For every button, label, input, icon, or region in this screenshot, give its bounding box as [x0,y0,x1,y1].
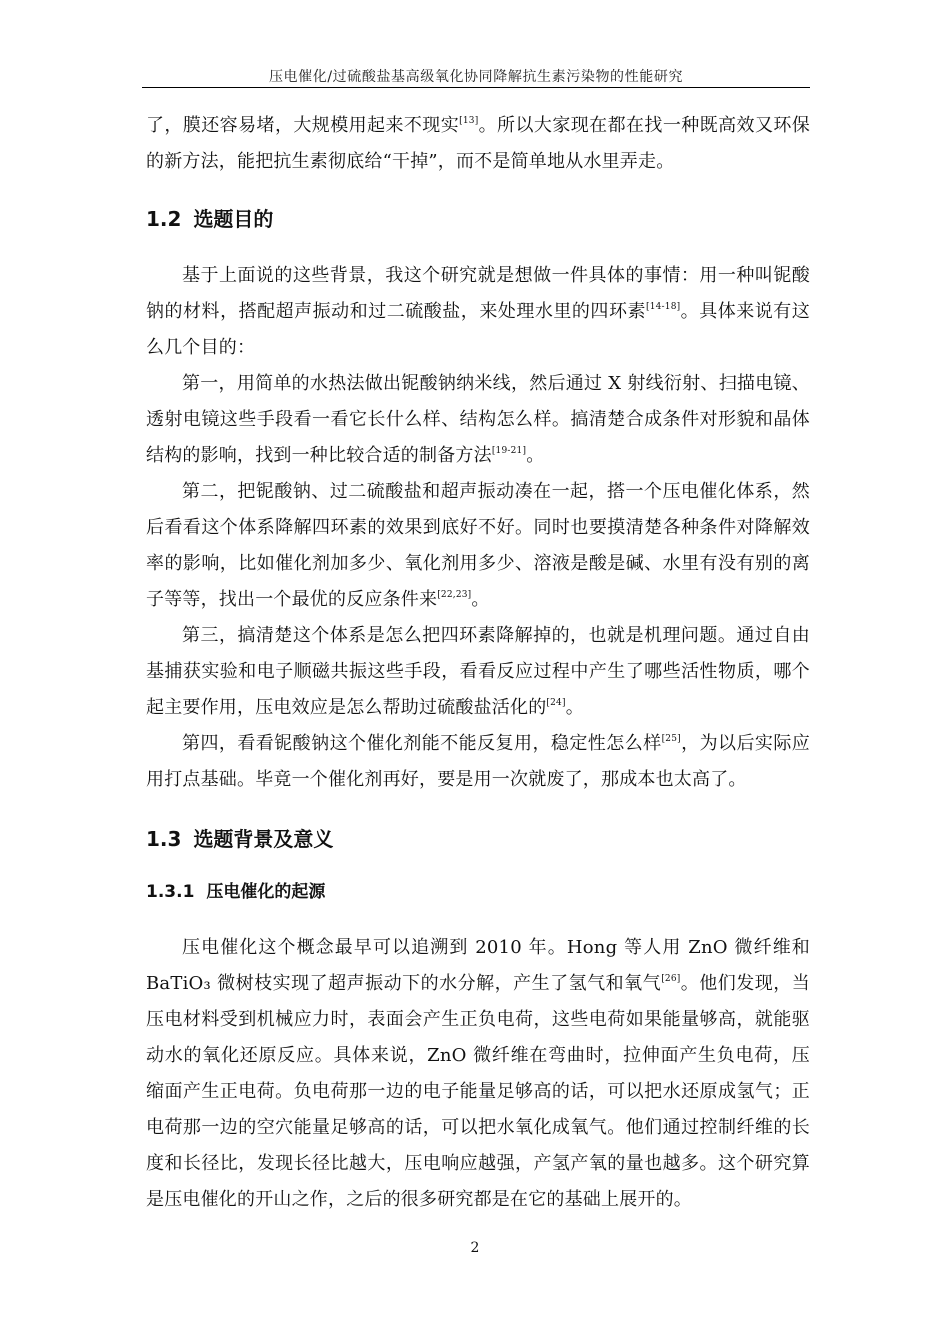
citation: [26] [661,974,681,984]
paragraph-aim-2: 第二，把铌酸钠、过二硫酸盐和超声振动凑在一起，搭一个压电催化体系，然后看看这个体系降解四环素的效果到底好不好。同时也要摸清楚各种条件对降解效率的影响，比如催化剂加多少、氧化剂用多少、溶液是酸是碱、水里有没有别的离子等等，找出一个最优的反应条件来[22,23]。 [146,481,810,610]
subsection-heading-1-3-1: 1.3.1 压电催化的起源 [146,882,326,902]
section-heading-1-3: 1.3 选题背景及意义 [146,827,334,851]
paragraph-aim-1: 第一，用简单的水热法做出铌酸钠纳米线，然后通过 X 射线衍射、扫描电镜、透射电镜这些手段看一看它长什么样、结构怎么样。搞清楚合成条件对形貌和晶体结构的影响，找到一种比较合适的制备方法[19-21]。 [146,373,810,466]
page-body [146,108,810,1218]
paragraph-continued: 了，膜还容易堵，大规模用起来不现实[13]。所以大家现在都在找一种既高效又环保的新方法，能把抗生素彻底给“干掉”，而不是简单地从水里弄走。 [146,115,810,172]
citation: [14-18] [645,302,681,312]
citation: [13] [459,116,479,126]
header-rule [142,87,810,88]
paragraph-aims-intro: 基于上面说的这些背景，我这个研究就是想做一件具体的事情：用一种叫铌酸钠的材料，搭配超声振动和过二硫酸盐，来处理水里的四环素[14-18]。具体来说有这么几个目的： [146,265,810,358]
page-number: 2 [470,1240,480,1256]
citation: [22,23] [437,590,472,600]
section-heading-1-2: 1.2 选题目的 [146,207,274,231]
citation: [25] [661,734,681,744]
running-header: 压电催化/过硫酸盐基高级氧化协同降解抗生素污染物的性能研究 [268,69,684,85]
citation: [24] [546,698,566,708]
paragraph-aim-4: 第四，看看铌酸钠这个催化剂能不能反复用，稳定性怎么样[25]，为以后实际应用打点基础。毕竟一个催化剂再好，要是用一次就废了，那成本也太高了。 [146,733,810,790]
citation: [19-21] [491,446,527,456]
paragraph-aim-3: 第三，搞清楚这个体系是怎么把四环素降解掉的，也就是机理问题。通过自由基捕获实验和电子顺磁共振这些手段，看看反应过程中产生了哪些活性物质，哪个起主要作用，压电效应是怎么帮助过硫酸盐活化的[24]。 [146,625,810,718]
paragraph-origin: 压电催化这个概念最早可以追溯到 2010 年。Hong 等人用 ZnO 微纤维和 BaTiO₃ 微树枝实现了超声振动下的水分解，产生了氢气和氧气[26]。他们发现，当压电材料受到机械应力时，表面会产生正负电荷，这些电荷如果能量够高，就能驱动水的氧化还原反应。具体来说，ZnO 微纤维在弯曲时，拉伸面产生负电荷，压缩面产生正电荷。负电荷那一边的电子能量足够高的话，可以把水还原成氢气；正电荷那一边的空穴能量足够高的话，可以把水氧化成氧气。他们通过控制纤维的长度和长径比，发现长径比越大，压电响应越强，产氢产氧的量也越多。这个研究算是压电催化的开山之作，之后的很多研究都是在它的基础上展开的。 [146,937,810,1210]
